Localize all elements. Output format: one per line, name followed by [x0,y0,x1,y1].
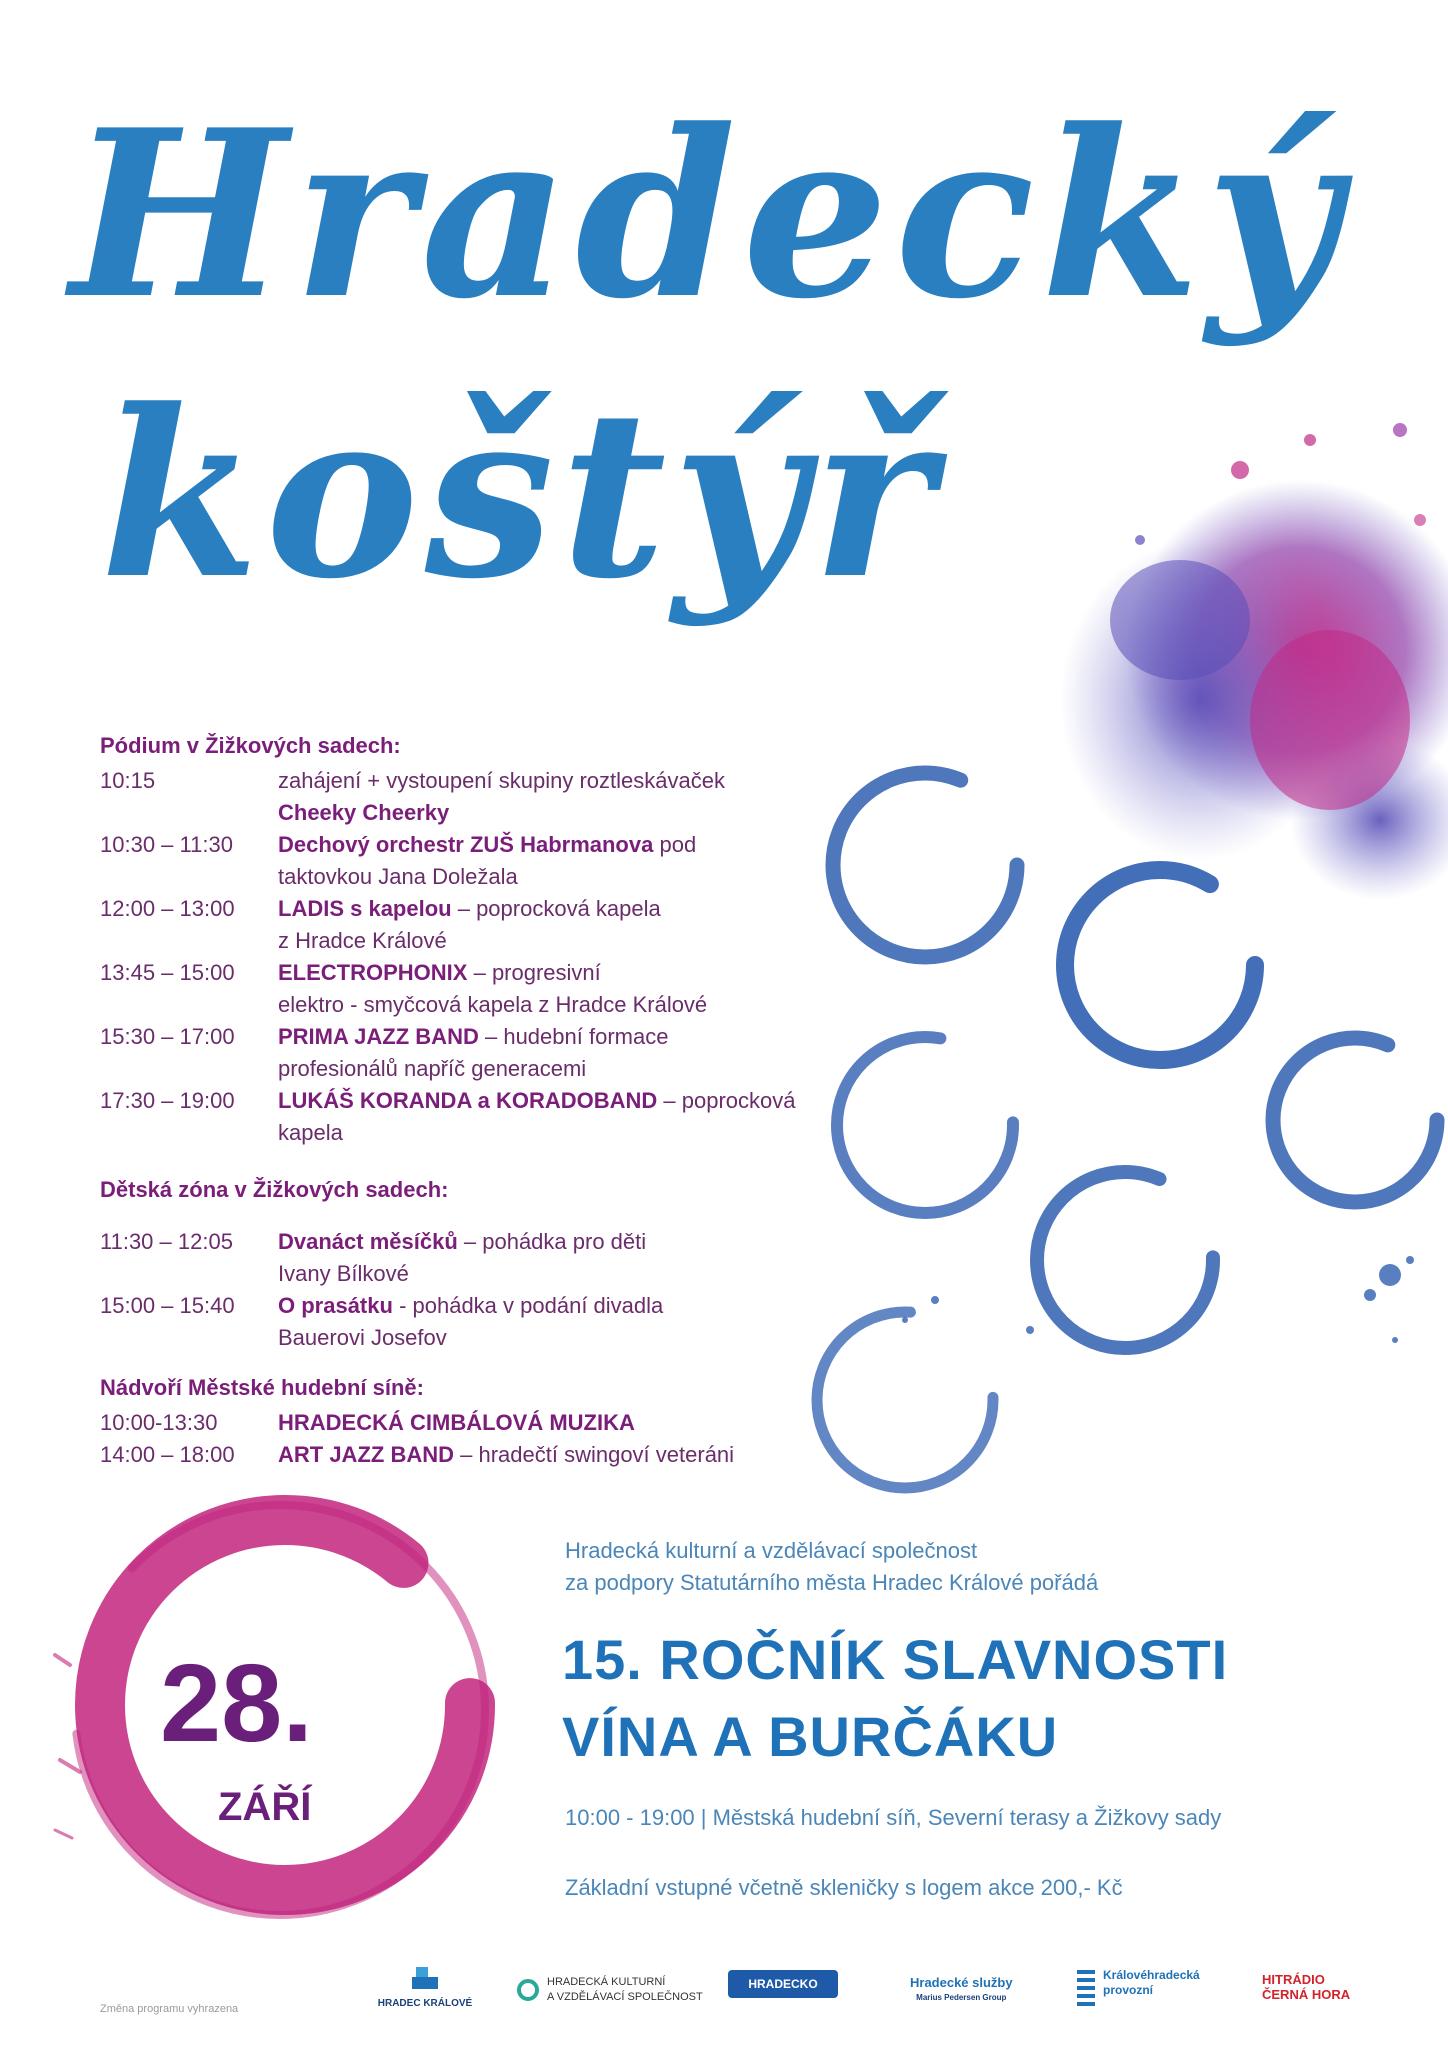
headline-line-2: VÍNA A BURČÁKU [562,1705,1059,1768]
date-month: ZÁŘÍ [218,1785,312,1829]
program-change-note: Změna programu vyhrazena [100,2003,239,2015]
hk-emblem-icon [410,1965,440,1993]
act-name: Dechový orchestr ZUŠ Habrmanova [278,832,654,857]
act-description: – poprocková kapela [457,896,661,921]
program-description [278,1290,858,1354]
organizer-line-2: za podpory Statutárního města Hradec Králové pořádá [565,1570,1099,1595]
act-description: – progresivní [473,960,601,985]
logo-hitradio: HITRÁDIO ČERNÁ HORA [1262,1972,1351,2002]
act-description: – hradečtí swingoví veteráni [460,1442,735,1467]
admission-info: Základní vstupné včetně skleničky s logem akce 200,- Kč [565,1875,1123,1900]
act-description: z Hradce Králové [278,928,447,953]
program-description [278,1226,858,1290]
ink-drops [902,1256,1414,1343]
headline-line-1: 15. ROČNÍK SLAVNOSTI [562,1628,1229,1691]
act-description: zahájení + vystoupení skupiny roztleskávaček [278,768,725,793]
act-description: – pohádka pro děti [463,1229,647,1254]
program-description [278,957,858,1021]
program-time: 10:00-13:30 [100,1410,218,1435]
act-description: taktovkou Jana Doležala [278,864,518,889]
act-description: Ivany Bílkové [278,1261,409,1286]
title-line-1: Hradecký [70,80,1346,350]
section-courtyard-heading: Nádvoří Městské hudební síně: [100,1375,424,1400]
act-name: Cheeky Cheerky [278,800,450,825]
kp-bars-icon [1075,1968,1097,2008]
program-time: 10:30 – 11:30 [100,832,233,857]
program-description [278,893,858,957]
ink-splash [1060,423,1448,900]
act-name: Dvanáct měsíčků [278,1229,458,1254]
program-description [278,765,858,829]
title-line-2: koštýř [100,360,940,630]
program-time: 14:00 – 18:00 [100,1442,235,1467]
program-description [278,1407,858,1439]
logo-hradecke-sluzby: Hradecké služby Marius Pedersen Group [910,1975,1013,2002]
act-name: LUKÁŠ KORANDA a KORADOBAND [278,1088,658,1113]
logo-hradecko: HRADECKO [728,1970,838,1998]
logo-hkvs: HRADECKÁ KULTURNÍ A VZDĚLÁVACÍ SPOLEČNOST [515,1975,703,2005]
act-name: LADIS s kapelou [278,896,452,921]
act-description: - pohádka v podání divadla [399,1293,664,1318]
program-description [278,1439,858,1471]
logo-kralovehradecka-provozni: Královéhradecká provozní [1075,1968,1200,1998]
program-description [278,829,858,893]
organizer-line-1: Hradecká kulturní a vzdělávací společnost [565,1538,978,1563]
program-time: 17:30 – 19:00 [100,1088,235,1113]
section-podium-heading: Pódium v Žižkových sadech: [100,733,401,758]
act-description: pod [659,832,697,857]
logo-hradec-kralove: HRADEC KRÁLOVÉ [370,1965,480,2011]
program-time: 13:45 – 15:00 [100,960,235,985]
act-name: HRADECKÁ CIMBÁLOVÁ MUZIKA [278,1410,635,1435]
act-name: ELECTROPHONIX [278,960,468,985]
act-description: profesionálů napříč generacemi [278,1056,587,1081]
act-description: elektro - smyčcová kapela z Hradce Králové [278,992,708,1017]
program-time: 11:30 – 12:05 [100,1229,233,1254]
date-day: 28. [160,1642,313,1765]
act-description: Bauerovi Josefov [278,1325,447,1350]
act-name: ART JAZZ BAND [278,1442,454,1467]
section-kids-heading: Dětská zóna v Žižkových sadech: [100,1177,449,1202]
act-name: O prasátku [278,1293,393,1318]
program-time: 15:00 – 15:40 [100,1293,235,1318]
act-name: PRIMA JAZZ BAND [278,1024,479,1049]
program-description [278,1021,858,1085]
schedule-info: 10:00 - 19:00 | Městská hudební síň, Severní terasy a Žižkovy sady [565,1805,1222,1830]
act-description: – hudební formace [484,1024,669,1049]
program-time: 15:30 – 17:00 [100,1024,235,1049]
program-time: 10:15 [100,768,156,793]
program-description [278,1085,858,1149]
act-description: – poprocková kapela [278,1088,796,1145]
program-time: 12:00 – 13:00 [100,896,235,921]
hkvs-ring-icon [515,1975,541,2005]
